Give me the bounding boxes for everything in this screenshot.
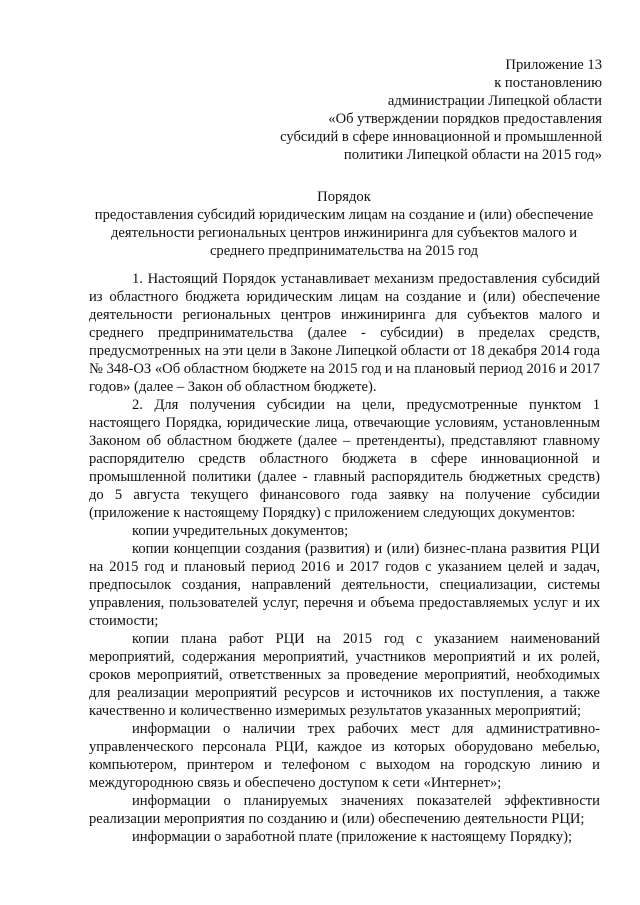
title-line: деятельности региональных центров инжиниринга для субъектов малого и <box>110 225 578 241</box>
list-item: копии учредительных документов; <box>132 523 349 539</box>
appendix-line: к постановлению <box>494 75 602 91</box>
title-line: предоставления субсидий юридическим лицам на создание и (или) обеспечение <box>94 207 594 223</box>
list-item: копии концепции создания (развития) и (или) бизнес-плана развития РЦИ на 2015 год и плановый период 2016 и 2017 годов с указанием целей и задач, предпосылок создания, направлений деятельности, специализации, системы управления, пользователей услуг, перечня и объема предоставляемых услуг и их стоимости; <box>89 541 600 629</box>
list-item: информации о заработной плате (приложение к настоящему Порядку); <box>132 829 573 845</box>
appendix-number: Приложение 13 <box>505 57 602 73</box>
appendix-line: политики Липецкой области на 2015 год» <box>343 147 602 163</box>
appendix-header <box>202 56 602 164</box>
appendix-line: субсидий в сфере инновационной и промышленной <box>280 129 602 145</box>
list-item: информации о наличии трех рабочих мест для административно-управленческого персонала РЦИ, каждое из которых оборудовано мебелью, компьютером, принтером и телефоном с выходом на городскую линию и междугороднюю связь и обеспечено доступом к сети «Интернет»; <box>89 721 600 791</box>
title-line: среднего предпринимательства на 2015 год <box>209 243 479 259</box>
paragraph-1: 1. Настоящий Порядок устанавливает механизм предоставления субсидий из областного бюджета юридическим лицам на создание и (или) обеспечение деятельности региональных центров инжиниринга для субъектов малого и среднего предпринимательства (далее - субсидии) в пределах средств, предусмотренных на эти цели в Законе Липецкой области от 18 декабря 2014 года № 348-ОЗ «Об областном бюджете на 2015 год и на плановый период 2016 и 2017 годов» (далее – Закон об областном бюджете). <box>89 271 600 395</box>
appendix-line: администрации Липецкой области <box>387 93 602 109</box>
appendix-line: «Об утверждении порядков предоставления <box>328 111 602 127</box>
list-item: информации о планируемых значениях показателей эффективности реализации мероприятия по созданию и (или) обеспечению деятельности РЦИ; <box>89 793 600 827</box>
list-item: копии плана работ РЦИ на 2015 год с указанием наименований мероприятий, содержания мероприятий, участников мероприятий и их ролей, сроков мероприятий, ответственных за проведение мероприятий, необходимых для реализации мероприятий ресурсов и источников их поступления, а также качественно и количественно измеримых результатов указанных мероприятий; <box>89 631 600 719</box>
title-heading: Порядок <box>317 189 371 205</box>
document-body <box>89 270 600 846</box>
paragraph-2: 2. Для получения субсидии на цели, предусмотренные пунктом 1 настоящего Порядка, юридические лица, отвечающие условиям, установленным Законом об областном бюджете (далее – претенденты), представляют главному распорядителю средств областного бюджета в сфере инновационной и промышленной политики (далее - главный распорядитель бюджетных средств) до 5 августа текущего финансового года заявку на получение субсидии (приложение к настоящему Порядку) с приложением следующих документов: <box>89 397 600 521</box>
document-title <box>84 188 604 260</box>
